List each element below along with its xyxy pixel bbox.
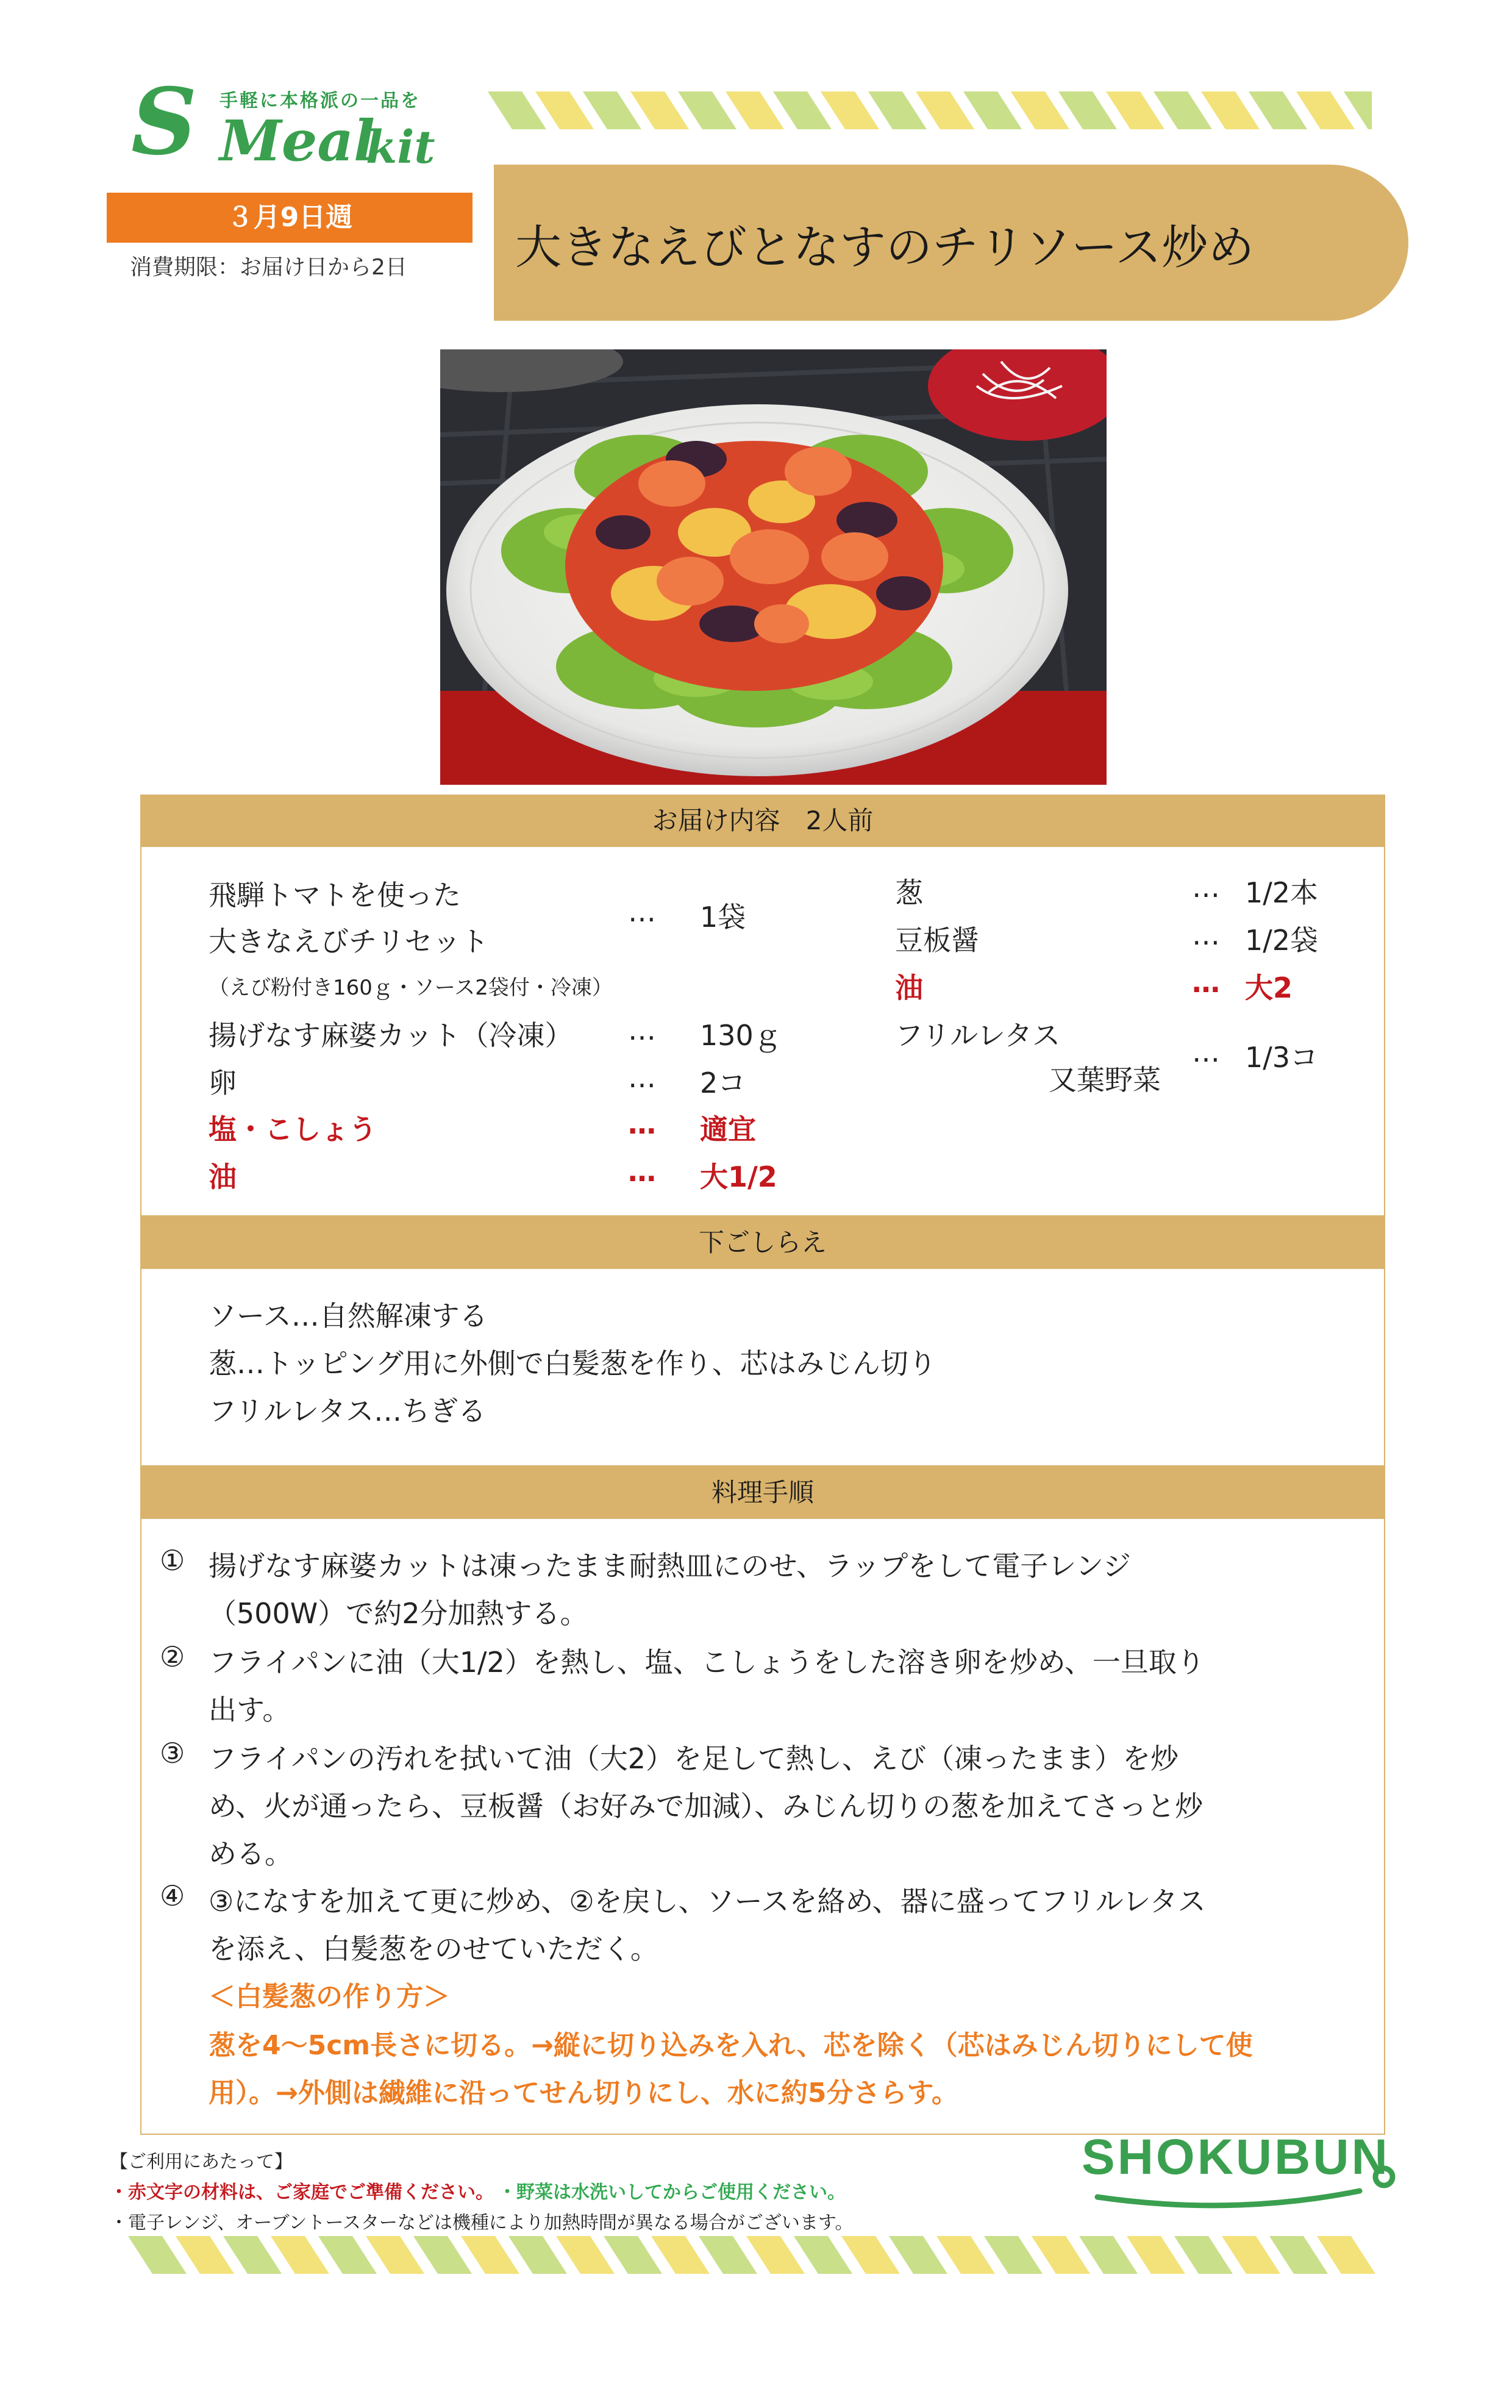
stripe-segment bbox=[1106, 91, 1164, 129]
ingredient-name: 葱 bbox=[895, 876, 923, 909]
stripe-segment bbox=[963, 91, 1022, 129]
ingredient-name-home: 塩・こしょう bbox=[209, 1113, 377, 1146]
ingredient-name: 卵 bbox=[209, 1066, 237, 1099]
note-red: ・赤文字の材料は、ご家庭でご準備ください。 bbox=[110, 2182, 485, 2203]
ingredient-dots: … bbox=[628, 1107, 656, 1140]
step-number: ③ bbox=[160, 1737, 185, 1770]
stripe-segment bbox=[128, 2236, 187, 2274]
ingredient-dots: … bbox=[628, 1013, 656, 1046]
ingredient-qty: 1袋 bbox=[700, 901, 746, 934]
stripe-segment bbox=[1011, 91, 1069, 129]
stripe-segment bbox=[366, 2236, 424, 2274]
ingredient-dots: … bbox=[1192, 871, 1220, 904]
stripe-segment bbox=[630, 91, 689, 129]
tip-title: ＜白髪葱の作り方＞ bbox=[209, 1981, 450, 2012]
stripe-segment bbox=[889, 2236, 947, 2274]
stripe-segment bbox=[318, 2236, 377, 2274]
stripe-segment bbox=[1269, 2236, 1328, 2274]
note-plain: ・電子レンジ、オーブントースターなどは機種により加熱時間が異なる場合がございます。 bbox=[110, 2212, 854, 2234]
ingredient-dots: … bbox=[1192, 918, 1220, 951]
ingredient-qty: 2コ bbox=[700, 1066, 746, 1099]
ingredient-name: 大きなえびチリセット bbox=[209, 925, 489, 958]
step-text: め、火が通ったら、豆板醤（お好みで加減）、みじん切りの葱を加えてさっと炒 bbox=[209, 1790, 1204, 1823]
step-text: フライパンに油（大1/2）を熱し、塩、こしょうをした溶き卵を炒め、一旦取り bbox=[209, 1646, 1205, 1679]
brand-tagline: 手軽に本格派の一品を bbox=[219, 90, 421, 112]
ingredient-name-alt: 又葉野菜 bbox=[1049, 1063, 1161, 1096]
ingredient-dots: … bbox=[628, 1061, 656, 1094]
stripe-segment bbox=[1249, 91, 1307, 129]
ingredient-name: フリルレタス bbox=[895, 1019, 1061, 1052]
ingredient-qty: 1/2本 bbox=[1245, 876, 1319, 909]
notes-heading: 【ご利用にあたって】 bbox=[110, 2151, 293, 2173]
stripe-segment bbox=[1317, 2236, 1375, 2274]
ingredients-frame bbox=[140, 795, 1385, 1217]
prep-line: 葱…トッピング用に外側で白髪葱を作り、芯はみじん切り bbox=[209, 1347, 936, 1380]
stripe-segment bbox=[916, 91, 974, 129]
notes-line bbox=[110, 2177, 846, 2204]
step-text: を添え、白髪葱をのせていただく。 bbox=[209, 1932, 658, 1965]
stripe-segment bbox=[461, 2236, 519, 2274]
ingredient-qty: 130ｇ bbox=[700, 1019, 782, 1052]
stripe-segment bbox=[413, 2236, 472, 2274]
decorative-stripes-bottom bbox=[128, 2236, 1384, 2274]
ingredient-name-home: 油 bbox=[895, 971, 923, 1004]
ingredient-name-home: 油 bbox=[209, 1160, 237, 1193]
ingredient-qty: 1/3コ bbox=[1245, 1041, 1319, 1074]
stripe-segment bbox=[1201, 91, 1260, 129]
stripe-segment bbox=[1154, 91, 1212, 129]
stripe-segment bbox=[773, 91, 832, 129]
stripe-segment bbox=[1296, 91, 1355, 129]
step-number: ④ bbox=[160, 1879, 185, 1912]
dish-photo bbox=[440, 349, 1107, 785]
steps-heading: 料理手順 bbox=[140, 1467, 1385, 1519]
step-text: 揚げなす麻婆カットは凍ったまま耐熱皿にのせ、ラップをして電子レンジ bbox=[209, 1549, 1131, 1582]
step-text: 出す。 bbox=[209, 1693, 291, 1726]
tip-text: 用）。→外側は繊維に沿ってせん切りにし、水に約5分さらす。 bbox=[209, 2078, 958, 2109]
ingredient-dots: … bbox=[1192, 966, 1220, 999]
recipe-title: 大きなえびとなすのチリソース炒め bbox=[515, 220, 1255, 274]
note-green: ・野菜は水洗いしてからご使用ください。 bbox=[498, 2182, 846, 2203]
stripe-segment bbox=[508, 2236, 567, 2274]
stripe-segment bbox=[488, 91, 546, 129]
stripe-segment bbox=[1058, 91, 1117, 129]
ingredient-name: 飛騨トマトを使った bbox=[209, 879, 461, 912]
stripe-segment bbox=[794, 2236, 852, 2274]
week-badge: ３月9日週 bbox=[107, 193, 472, 243]
stripe-segment bbox=[984, 2236, 1043, 2274]
stripe-segment bbox=[1079, 2236, 1138, 2274]
ingredient-qty-home: 適宜 bbox=[700, 1113, 756, 1146]
prep-heading: 下ごしらえ bbox=[140, 1217, 1385, 1269]
stripe-segment bbox=[535, 91, 594, 129]
company-name: SHOKUBUN bbox=[1082, 2129, 1390, 2185]
ingredient-note: （えび粉付き160ｇ・ソース2袋付・冷凍） bbox=[209, 976, 613, 1000]
prep-line: フリルレタス…ちぎる bbox=[209, 1395, 487, 1427]
logo-kit: kit bbox=[366, 121, 435, 174]
shokubun-logo bbox=[1079, 2125, 1396, 2217]
decorative-stripes-top bbox=[488, 91, 1372, 129]
ingredients-heading: お届け内容 2人前 bbox=[140, 795, 1385, 847]
tip-text: 葱を4～5cm長さに切る。→縦に切り込みを入れ、芯を除く（芯はみじん切りにして使 bbox=[209, 2030, 1253, 2061]
stripe-segment bbox=[1032, 2236, 1090, 2274]
step-text: （500W）で約2分加熱する。 bbox=[209, 1597, 588, 1630]
stripe-segment bbox=[604, 2236, 662, 2274]
step-number: ② bbox=[160, 1640, 185, 1673]
prep-line: ソース…自然解凍する bbox=[209, 1299, 488, 1332]
step-text: める。 bbox=[209, 1837, 293, 1870]
stripe-segment bbox=[936, 2236, 995, 2274]
ingredient-qty: 1/2袋 bbox=[1245, 924, 1319, 957]
stripe-segment bbox=[1127, 2236, 1185, 2274]
ingredient-qty-home: 大2 bbox=[1245, 971, 1293, 1004]
stripe-segment bbox=[1174, 2236, 1233, 2274]
stripe-segment bbox=[821, 91, 879, 129]
stripe-segment bbox=[699, 2236, 757, 2274]
logo-meal: Meal bbox=[219, 108, 375, 174]
ingredient-qty-home: 大1/2 bbox=[700, 1160, 777, 1193]
stripe-segment bbox=[583, 91, 641, 129]
stripe-segment bbox=[726, 91, 784, 129]
step-text: フライパンの汚れを拭いて油（大2）を足して熱し、えび（凍ったまま）を炒 bbox=[209, 1742, 1179, 1775]
step-text: ③になすを加えて更に炒め、②を戻し、ソースを絡め、器に盛ってフリルレタス bbox=[209, 1885, 1206, 1918]
stripe-segment bbox=[868, 91, 927, 129]
stripe-segment bbox=[176, 2236, 234, 2274]
stripe-segment bbox=[651, 2236, 710, 2274]
ingredient-dots: … bbox=[1192, 1035, 1220, 1068]
stripe-segment bbox=[271, 2236, 329, 2274]
stripe-segment bbox=[678, 91, 736, 129]
ingredient-name: 豆板醤 bbox=[895, 924, 979, 957]
logo-s: S bbox=[131, 68, 198, 176]
step-number: ① bbox=[160, 1544, 185, 1577]
ingredient-dots: … bbox=[628, 895, 656, 928]
stripe-segment bbox=[1222, 2236, 1280, 2274]
stripe-segment bbox=[841, 2236, 900, 2274]
expiry-text: 消費期限：お届け日から2日 bbox=[130, 255, 407, 280]
stripe-segment bbox=[746, 2236, 805, 2274]
stripe-segment bbox=[556, 2236, 615, 2274]
ingredient-dots: … bbox=[628, 1155, 656, 1188]
stripe-segment bbox=[223, 2236, 282, 2274]
ingredient-name: 揚げなす麻婆カット（冷凍） bbox=[209, 1019, 573, 1052]
